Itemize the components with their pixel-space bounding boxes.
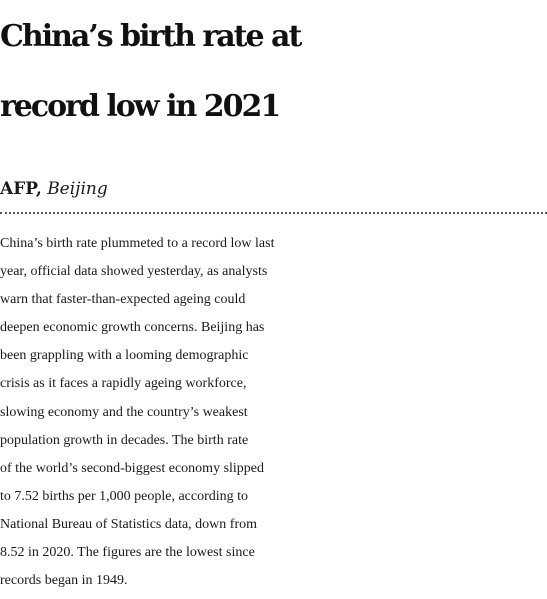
body-line: of the world’s second-biggest economy slipped	[0, 460, 265, 476]
headline	[0, 2, 547, 142]
article-body	[0, 230, 547, 595]
body-line: been grappling with a looming demographic	[0, 348, 249, 364]
headline-line: record low in 2021	[0, 89, 280, 124]
body-line: year, official data showed yesterday, as analysts	[0, 264, 268, 280]
byline	[0, 178, 108, 200]
body-line: National Bureau of Statistics data, down from	[0, 516, 257, 532]
dotted-divider	[0, 212, 547, 214]
body-line: crisis as it faces a rapidly ageing workforce,	[0, 376, 247, 392]
body-line: to 7.52 births per 1,000 people, according to	[0, 488, 249, 504]
byline-agency: AFP,	[0, 179, 42, 199]
body-line: deepen economic growth concerns. Beijing has	[0, 320, 265, 336]
body-line: slowing economy and the country’s weakest	[0, 404, 248, 420]
headline-line: China’s birth rate at	[0, 19, 301, 54]
body-line: 8.52 in 2020. The figures are the lowest since	[0, 545, 255, 561]
body-line: records began in 1949.	[0, 573, 128, 589]
body-line: China’s birth rate plummeted to a record low last	[0, 236, 275, 251]
body-line: population growth in decades. The birth rate	[0, 432, 249, 448]
byline-dateline: Beijing	[47, 179, 108, 199]
body-line: warn that faster-than-expected ageing could	[0, 292, 246, 308]
